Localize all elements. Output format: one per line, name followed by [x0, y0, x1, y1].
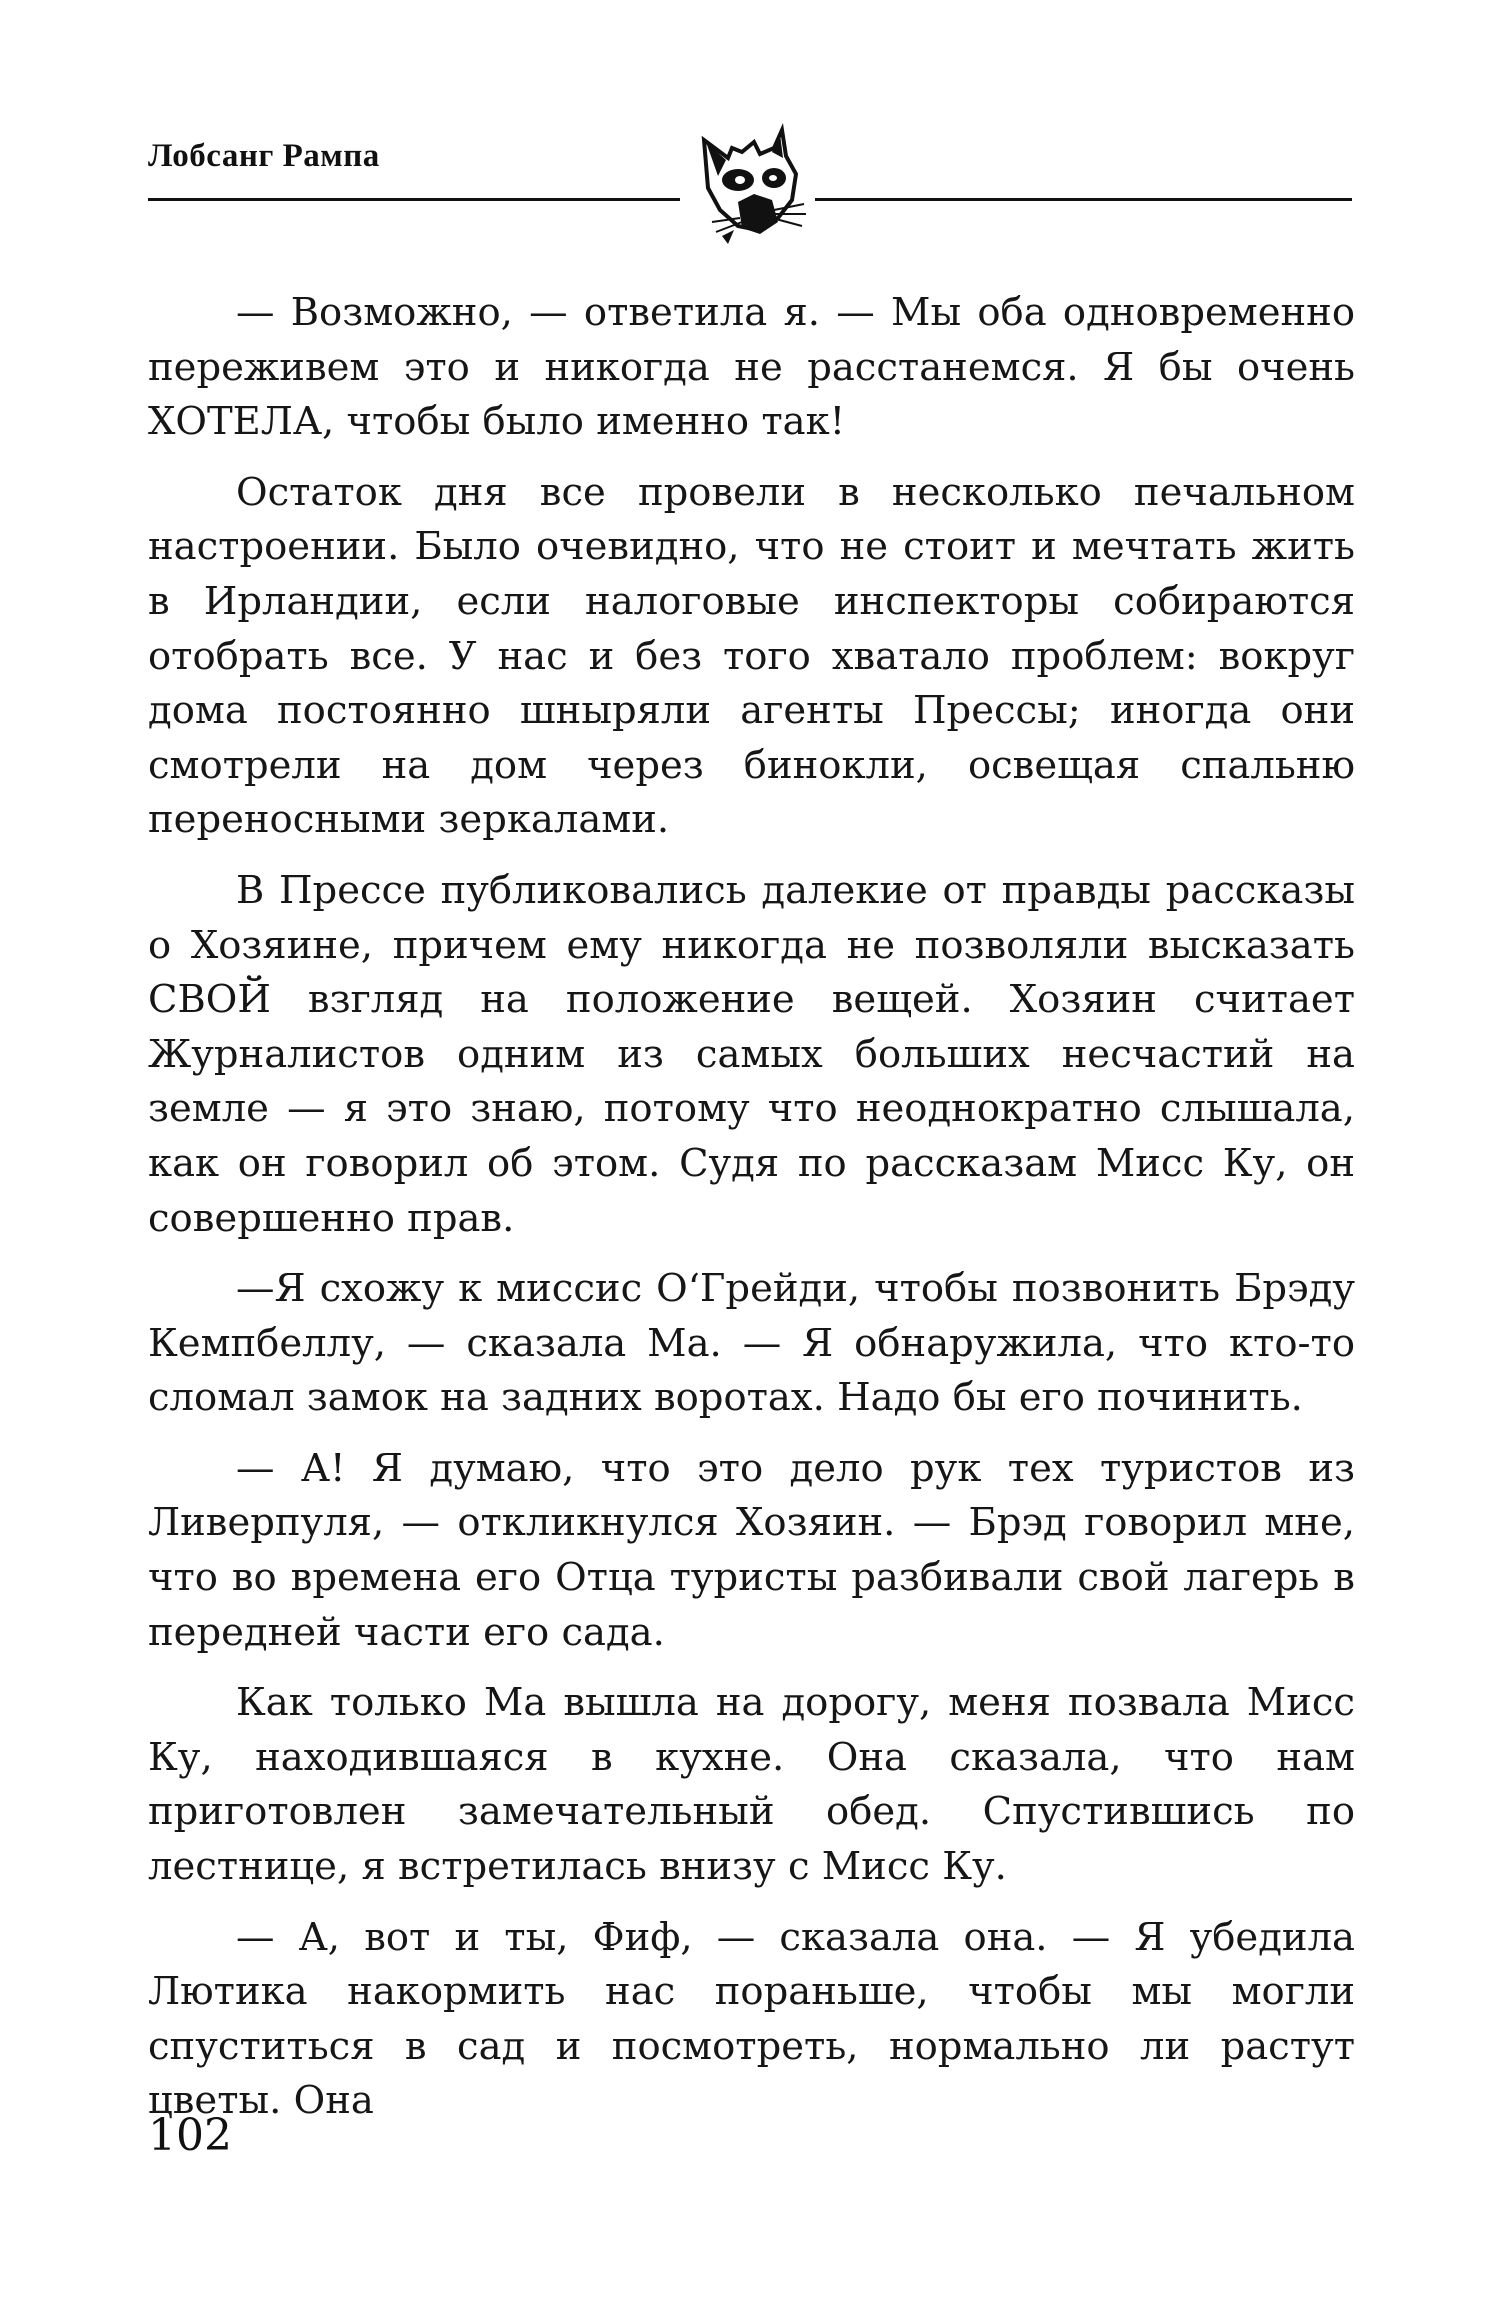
page-number: 102	[148, 2110, 232, 2161]
paragraph: — Возможно, — ответила я. — Мы оба одновременно переживем это и никогда не расстанемся. Я бы очень ХОТЕЛА, чтобы было именно так!	[148, 290, 1355, 445]
header-author: Лобсанг Рампа	[148, 138, 380, 174]
siamese-cat-head-icon	[682, 118, 817, 248]
header-rule-left	[148, 198, 680, 201]
header-rule-right	[815, 198, 1352, 201]
paragraph: Как только Ма вышла на дорогу, меня позвала Мисс Ку, находившаяся в кухне. Она сказала, что нам приготовлен замечательный обед. Спустившись по лестнице, я встретилась внизу с Мисс Ку.	[148, 1680, 1355, 1890]
paragraph: —Я схожу к миссис О‘Грейди, чтобы позвонить Брэду Кемпбеллу, — сказала Ма. — Я обнаружила, что кто-то сломал замок на задних воротах. Надо бы его починить.	[148, 1266, 1355, 1421]
body-text	[148, 286, 1355, 2129]
paragraph: Остаток дня все провели в несколько печальном настроении. Было очевидно, что не стоит и мечтать жить в Ирландии, если налоговые инспекторы собираются отобрать все. У нас и без того хватало проблем: вокруг дома постоянно шныряли агенты Прессы; иногда они смотрели на дом через бинокли, освещая спальню переносными зеркалами.	[148, 469, 1355, 843]
paragraph: — А, вот и ты, Фиф, — сказала она. — Я убедила Лютика накормить нас пораньше, чтобы мы могли спуститься в сад и посмотреть, нормально ли растут цветы. Она	[148, 1914, 1355, 2124]
paragraph: В Прессе публиковались далекие от правды рассказы о Хозяине, причем ему никогда не позволяли высказать СВОЙ взгляд на положение вещей. Хозяин считает Журналистов одним из самых больших несчастий на земле — я это знаю, потому что неоднократно слышала, как он говорил об этом. Судя по рассказам Мисс Ку, он совершенно прав.	[148, 867, 1355, 1241]
paragraph: — А! Я думаю, что это дело рук тех туристов из Ливерпуля, — откликнулся Хозяин. — Брэд говорил мне, что во времена его Отца туристы разбивали свой лагерь в передней части его сада.	[148, 1445, 1355, 1655]
